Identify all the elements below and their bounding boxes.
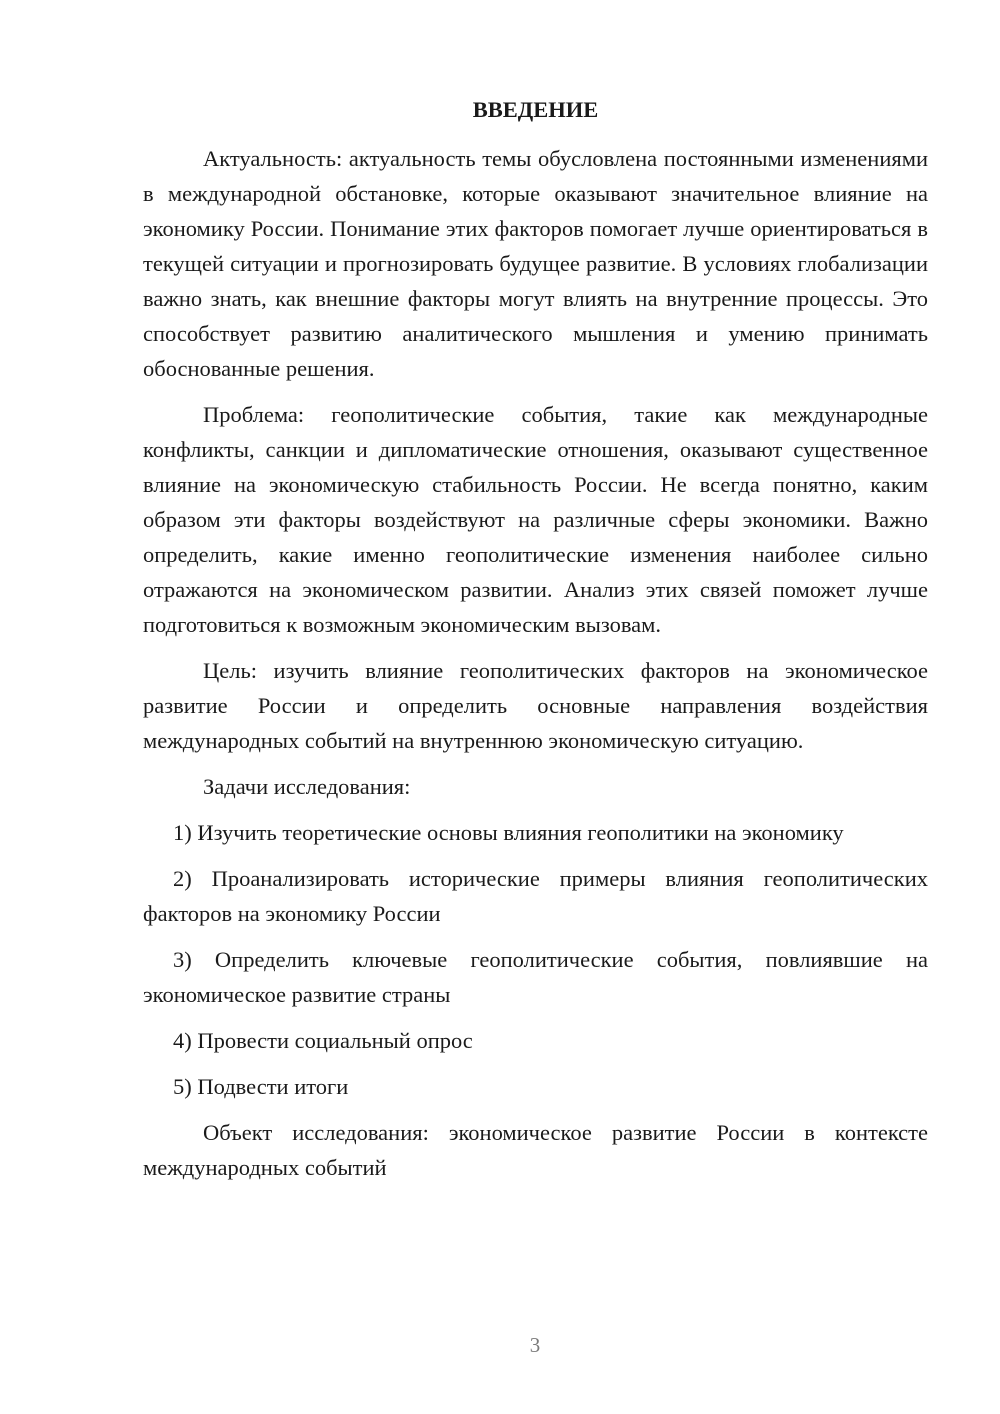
relevance-paragraph: Актуальность: актуальность темы обусловлена постоянными изменениями в международной обстановке, которые оказывают значительное влияние на экономику России. Понимание этих факторов помогает лучше ориентироваться в текущей ситуации и прогнозировать будущее развитие. В условиях глобализации важно знать, как внешние факторы могут влиять на внутренние процессы. Это способствует развитию аналитического мышления и умению принимать обоснованные решения. [143, 146, 928, 381]
tasks-intro: Задачи исследования: [203, 774, 411, 799]
task-item-2: 2) Проанализировать исторические примеры влияния геополитических факторов на экономику России [143, 866, 928, 926]
task-item-1: 1) Изучить теоретические основы влияния геополитики на экономику [173, 820, 844, 845]
task-item-5: 5) Подвести итоги [173, 1074, 349, 1099]
page-content [143, 94, 928, 1196]
goal-paragraph: Цель: изучить влияние геополитических факторов на экономическое развитие России и определить основные направления воздействия международных событий на внутреннюю экономическую ситуацию. [143, 658, 928, 753]
problem-paragraph: Проблема: геополитические события, такие как международные конфликты, санкции и дипломатические отношения, оказывают существенное влияние на экономическую стабильность России. Не всегда понятно, каким образом эти факторы воздействуют на различные сферы экономики. Важно определить, какие именно геополитические изменения наиболее сильно отражаются на экономическом развитии. Анализ этих связей поможет лучше подготовиться к возможным экономическим вызовам. [143, 402, 928, 637]
task-item-4: 4) Провести социальный опрос [173, 1028, 473, 1053]
task-item-3: 3) Определить ключевые геополитические события, повлиявшие на экономическое развитие страны [143, 947, 928, 1007]
object-paragraph: Объект исследования: экономическое развитие России в контексте международных событий [143, 1120, 928, 1180]
page-number: 3 [529, 1333, 541, 1357]
section-heading: ВВЕДЕНИЕ [472, 97, 599, 122]
